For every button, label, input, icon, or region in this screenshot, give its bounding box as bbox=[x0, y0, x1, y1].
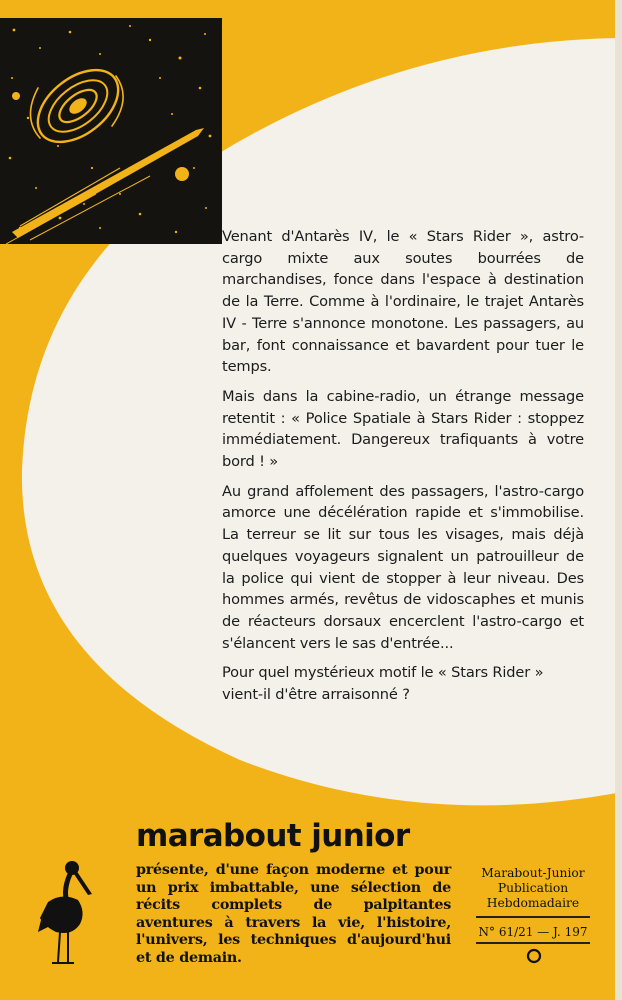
ring-icon bbox=[525, 947, 543, 965]
publication-info bbox=[470, 866, 596, 911]
publication-rule-top bbox=[476, 916, 590, 918]
galaxy-rocket-illustration bbox=[0, 18, 222, 244]
publication-rule-bottom bbox=[476, 942, 590, 944]
back-cover-blurb bbox=[222, 226, 584, 714]
blurb-paragraph: Venant d'Antarès IV, le « Stars Rider », astro-cargo mixte aux soutes bourrées de marchandises, fonce dans l'espace à destination de la Terre. Comme à l'ordinaire, le trajet Antarès IV - Terre s'annonce monotone. Les passagers, au bar, font connaissance et bavardent pour tuer le temps. bbox=[222, 228, 584, 376]
blurb-paragraph: Pour quel mystérieux motif le « Stars Rider » vient-il d'être arraisonné ? bbox=[222, 664, 544, 704]
brand-title: marabout junior bbox=[136, 818, 410, 854]
marabou-bird-logo bbox=[36, 858, 94, 970]
issue-number: N° 61/21 — J. 197 bbox=[478, 925, 588, 939]
blurb-paragraph: Au grand affolement des passagers, l'astro-cargo amorce une décélération rapide et s'immobilise. La terreur se lit sur tous les visages, mais déjà quelques voyageurs signalent un patrouilleur de la police qui vient de stopper à leur niveau. Des hommes armés, revêtus de vidoscaphes et munis de réacteurs dorsaux encerclent l'astro-cargo et s'élancent vers le sas d'entrée... bbox=[222, 482, 584, 652]
publication-label: Publication bbox=[497, 881, 569, 895]
publication-frequency: Hebdomadaire bbox=[486, 896, 580, 910]
publisher-name: Marabout-Junior bbox=[481, 866, 585, 880]
series-tagline: présente, d'une façon moderne et pour un prix imbattable, une sélection de récits complets de palpitantes aventures à travers la vie, l'histoire, l'univers, les techniques d'aujourd'hui et de demain. bbox=[136, 862, 451, 966]
blurb-paragraph: Mais dans la cabine-radio, un étrange message retentit : « Police Spatiale à Stars Rider : stoppez immédiatement. Dangereux trafiquants à votre bord ! » bbox=[222, 387, 584, 471]
